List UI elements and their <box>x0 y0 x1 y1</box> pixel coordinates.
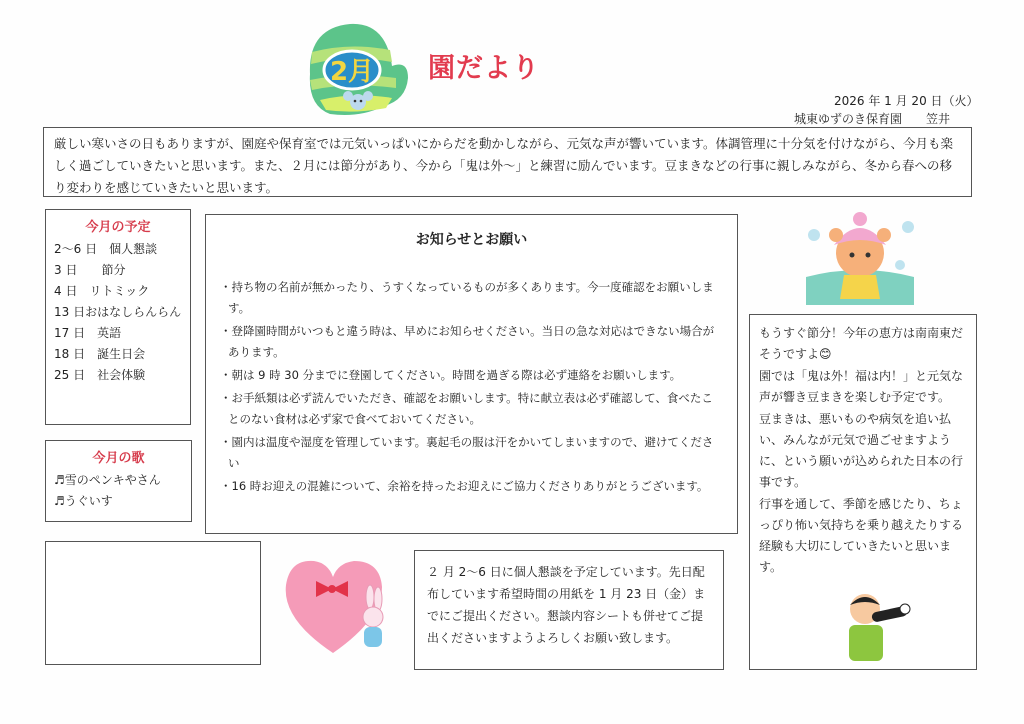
song-item: ♬うぐいす <box>54 494 113 508</box>
notices-box <box>205 214 738 534</box>
schedule-item: 4 日 リトミック <box>54 284 150 298</box>
setsubun-paragraph: 園では「鬼は外！福は内！」と元気な声が響き豆まきを楽しむ予定です。 <box>759 369 964 404</box>
music-note-icon: ♬ <box>54 494 65 508</box>
notice-item: ・持ち物の名前が無かったり、うすくなっているものが多くあります。今一度確認をお願いします。 <box>220 280 714 315</box>
month-label: 2月 <box>329 57 375 87</box>
schedule-item: 17 日 英語 <box>54 326 122 340</box>
notice-item: ・お手紙類は必ず読んでいただき、確認をお願いします。特に献立表は必ず確認して、食べたことのない食材は必ず家で食べておいてください。 <box>220 391 713 426</box>
boy-ehomaki-icon <box>835 585 915 665</box>
notice-item: ・園内は温度や湿度を管理しています。裏起毛の服は汗をかいてしまいますので、避けてください <box>220 435 714 470</box>
meeting-box: ２ 月 2～6 日に個人懇談を予定しています。先日配布しています希望時間の用紙を 1 月 23 日（金）までにご提出ください。懇談内容シートも併せてご提出くださいますようよろしくお願い致します。 <box>414 550 724 670</box>
schedule-item: 18 日 誕生日会 <box>54 347 146 361</box>
setsubun-paragraph: 豆まきは、悪いものや病気を追い払い、みんなが元気で過ごせますように、という願いが込められた日本の行事です。 <box>759 412 964 489</box>
setsubun-paragraph: 行事を通して、季節を感じたり、ちょっぴり怖い気持ちを乗り越えたりする経験も大切にしていきたいと思います。 <box>759 497 964 574</box>
schedule-item: 25 日 社会体験 <box>54 368 146 382</box>
schedule-box <box>45 209 191 425</box>
music-note-icon: ♬ <box>54 473 65 487</box>
intro-text: 厳しい寒いさの日もありますが、園庭や保育室では元気いっぱいにからだを動かしながら、元気な声が響いています。体調管理に十分気を付けながら、今月も楽しく過ごしていきたいと思います。また、２月には節分があり、今から「鬼は外～」と練習に励んでいます。豆まきなどの行事に親しみながら、冬から春への移り変わりを感じていきたいと思います。 <box>43 127 972 197</box>
schedule-item: 2～6 日 個人懇談 <box>54 242 158 256</box>
girl-snow-icon <box>800 205 920 309</box>
notice-item: ・16 時お迎えの混雑について、余裕を持ったお迎えにご協力くださりありがとうございます。 <box>220 479 709 493</box>
songs-title: 今月の歌 <box>92 451 145 466</box>
page-title: 園だより <box>428 53 540 84</box>
songs-box <box>45 440 192 522</box>
blank-box <box>45 541 261 665</box>
schedule-title: 今月の予定 <box>85 220 151 235</box>
song-item: ♬雪のペンキやさん <box>54 473 161 487</box>
mitten-icon <box>300 14 410 120</box>
heart-bunny-icon <box>278 553 398 659</box>
notices-title: お知らせとお願い <box>415 232 528 248</box>
issue-date: 2026 年 1 月 20 日（火） <box>834 94 979 108</box>
notice-item: ・朝は 9 時 30 分までに登園してください。時間を過ぎる際は必ず連絡をお願いします。 <box>220 368 682 382</box>
schedule-item: 13 日おはなしらんらん <box>54 305 182 319</box>
schedule-item: 3 日 節分 <box>54 263 126 277</box>
setsubun-paragraph: もうすぐ節分！今年の恵方は南南東だそうですよ😊 <box>759 326 964 361</box>
school-name: 城東ゆずのき保育園 笠井 <box>794 112 951 126</box>
notice-item: ・登降園時間がいつもと違う時は、早めにお知らせください。当日の急な対応はできない場合があります。 <box>220 324 715 359</box>
